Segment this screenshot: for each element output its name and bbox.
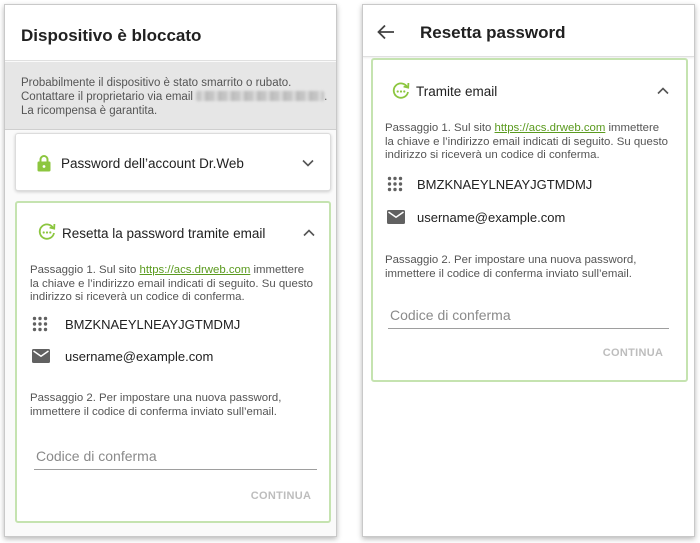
- step-1-text: [30, 264, 313, 305]
- blurred-email: [196, 91, 324, 101]
- email-icon: [32, 349, 50, 363]
- email-reset-label: Tramite email: [416, 84, 498, 99]
- account-password-card[interactable]: [15, 133, 331, 191]
- banner-line-1: Probabilmente il dispositivo è stato smarrito o rubato.: [21, 77, 292, 89]
- step-1-line-1: [30, 264, 313, 278]
- email-value: username@example.com: [65, 349, 214, 364]
- step-1-line-3: indirizzo si riceverà un codice di conferma.: [30, 291, 245, 303]
- keypad-icon: [387, 176, 403, 192]
- email-reset-card-header[interactable]: [17, 203, 329, 259]
- banner-line-2: [21, 90, 328, 104]
- chevron-up-icon[interactable]: [303, 229, 315, 237]
- locked-device-screen: [4, 4, 337, 537]
- email-reset-card-header[interactable]: [373, 60, 686, 116]
- step-1-line-3: indirizzo si riceverà un codice di conferma.: [385, 149, 600, 161]
- chevron-down-icon[interactable]: [302, 159, 314, 167]
- step-1-suffix: immettere: [250, 264, 305, 276]
- back-arrow-icon[interactable]: [375, 21, 397, 43]
- continue-button[interactable]: CONTINUA: [600, 343, 666, 363]
- confirmation-code-input[interactable]: [34, 446, 317, 470]
- email-reset-icon: [37, 222, 57, 242]
- step-2-line-2: immettere il codice di conferma inviato sull’email.: [385, 267, 632, 280]
- step-2-line-2: immettere il codice di conferma inviato sull’email.: [30, 405, 277, 418]
- chevron-up-icon[interactable]: [657, 87, 669, 95]
- step-1-line-1: [385, 122, 668, 136]
- step-1-text: [385, 122, 668, 163]
- lost-device-banner: [5, 62, 336, 130]
- key-value: BMZKNAEYLNEAYJGTMDMJ: [417, 177, 593, 192]
- step-1-line-2: la chiave e l’indirizzo email indicati di seguito. Su questo: [385, 135, 669, 148]
- app-bar: [5, 5, 336, 61]
- reset-password-screen: [362, 4, 695, 537]
- step-1-line-2: la chiave e l’indirizzo email indicati di seguito. Su questo: [30, 277, 314, 290]
- step-2-line-1: Passaggio 2. Per impostare una nuova password,: [30, 392, 282, 404]
- email-value: username@example.com: [417, 210, 566, 225]
- banner-line-3: La ricompensa è garantita.: [21, 105, 158, 117]
- step-1-prefix: Passaggio 1. Sul sito: [385, 122, 495, 134]
- step-2-text: [30, 392, 281, 419]
- drweb-link[interactable]: https://acs.drweb.com: [139, 264, 251, 276]
- account-password-label: Password dell’account Dr.Web: [61, 156, 244, 171]
- email-icon: [387, 210, 405, 224]
- banner-contact-text: Contattare il proprietario via email: [21, 91, 193, 103]
- keypad-icon: [32, 316, 48, 332]
- app-bar: [363, 5, 694, 57]
- step-1-prefix: Passaggio 1. Sul sito: [30, 264, 140, 276]
- lock-icon: [37, 154, 51, 172]
- step-2-text: [385, 254, 636, 281]
- drweb-link[interactable]: https://acs.drweb.com: [494, 122, 606, 134]
- step-2-line-1: Passaggio 2. Per impostare una nuova password,: [385, 254, 637, 266]
- confirmation-code-input[interactable]: [388, 305, 669, 329]
- email-reset-label: Resetta la password tramite email: [62, 226, 266, 241]
- key-value: BMZKNAEYLNEAYJGTMDMJ: [65, 317, 241, 332]
- continue-button[interactable]: CONTINUA: [249, 486, 313, 506]
- email-reset-card: [371, 58, 688, 382]
- email-reset-card: [15, 201, 331, 523]
- email-reset-icon: [391, 81, 411, 101]
- page-title: Dispositivo è bloccato: [21, 26, 202, 45]
- page-title: Resetta password: [420, 23, 566, 42]
- step-1-suffix: immettere: [605, 122, 660, 134]
- banner-period: .: [324, 91, 328, 103]
